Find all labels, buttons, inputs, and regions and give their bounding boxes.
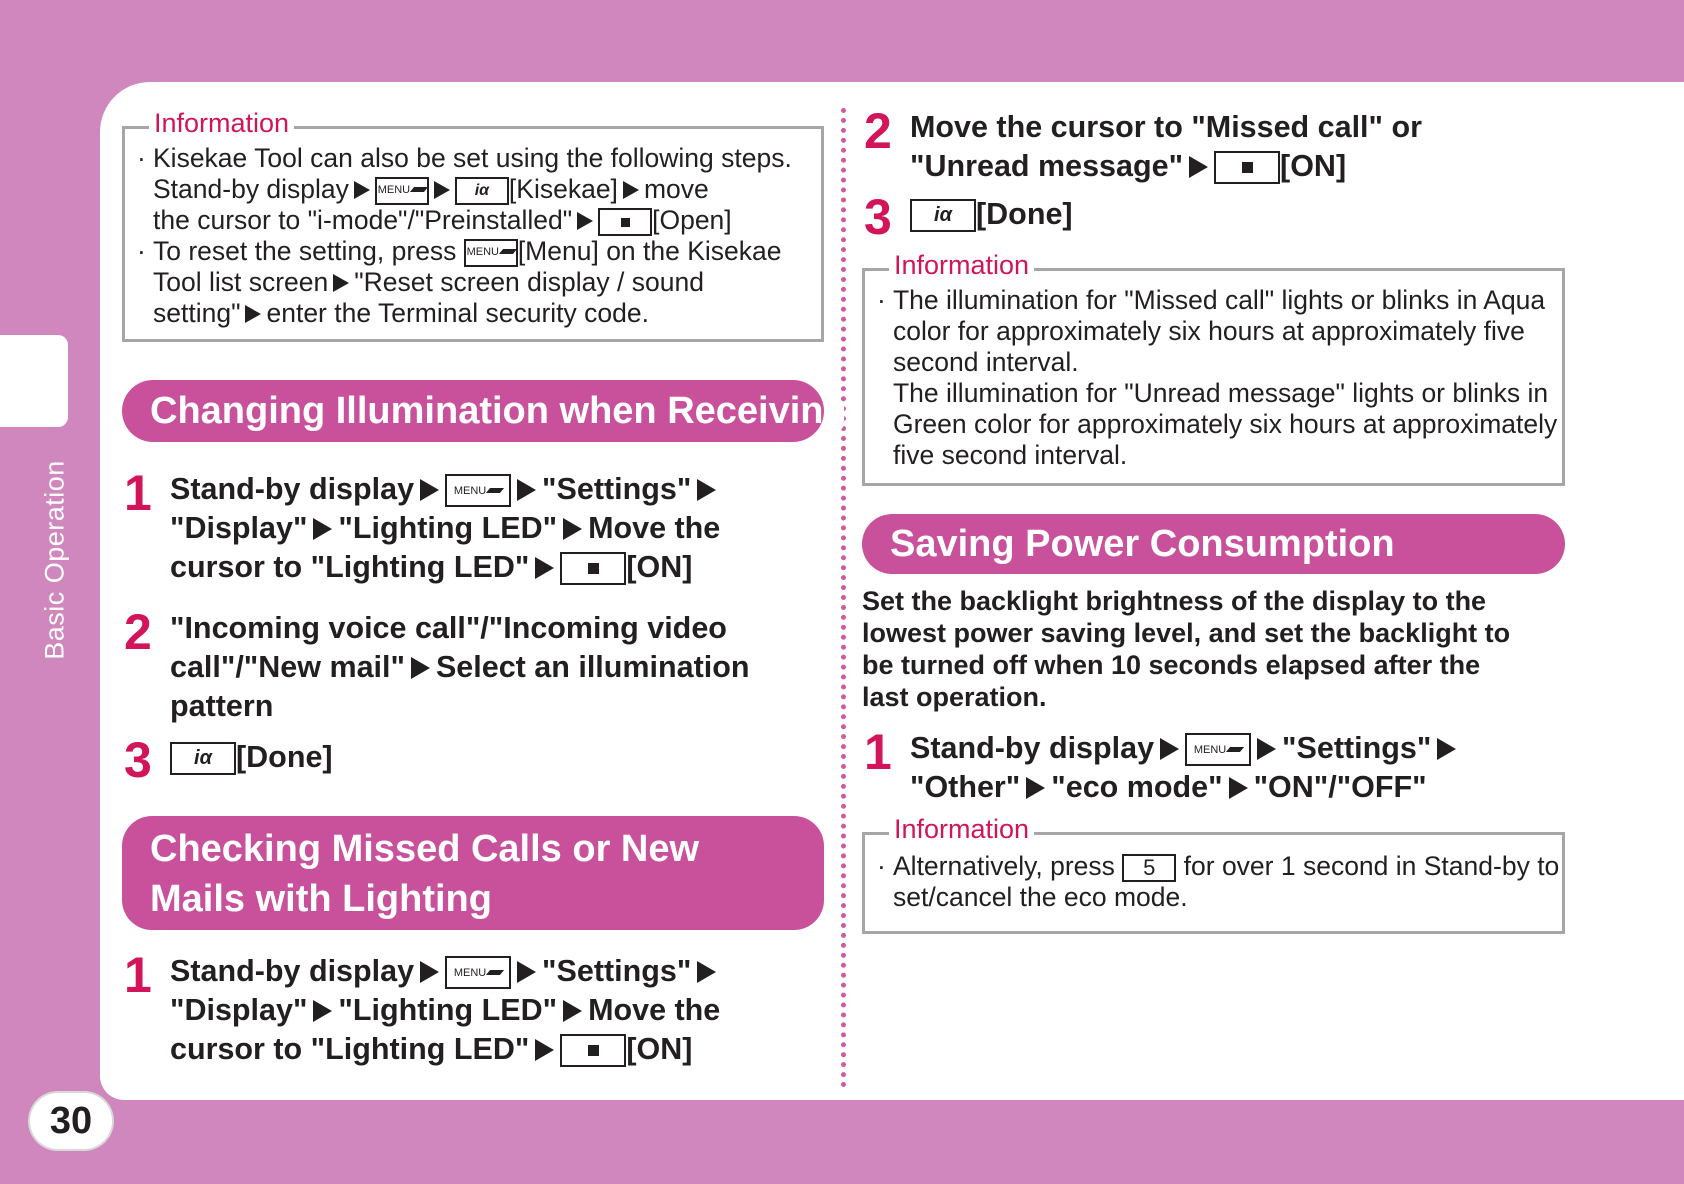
info-line <box>153 236 815 267</box>
right-triangle-arrow-icon <box>313 518 332 540</box>
info-line <box>153 174 815 205</box>
info-text: enter the Terminal security code. <box>266 298 649 328</box>
step-text-part: "Other" <box>910 770 1021 804</box>
step-text <box>910 195 1073 234</box>
right-triangle-arrow-icon <box>1189 156 1208 178</box>
step-text-part: Stand-by display <box>170 472 415 506</box>
step-line: "Incoming voice call"/"Incoming video <box>170 611 727 645</box>
info-line: five second interval. <box>893 440 1128 470</box>
section-intro <box>862 585 1510 713</box>
step-text <box>170 952 722 1069</box>
right-triangle-arrow-icon <box>517 961 536 983</box>
section-title: Changing Illumination when Receiving <box>150 390 847 432</box>
page-number: 30 <box>30 1093 112 1149</box>
info-line: · Kisekae Tool can also be set using the following steps. <box>153 143 792 173</box>
info-item <box>877 285 1556 471</box>
step-text-part: "eco mode" <box>1051 770 1223 804</box>
intro-line: Set the backlight brightness of the display to the <box>862 586 1487 616</box>
step-text-part: "Lighting LED" <box>338 511 558 545</box>
menu-key-icon: MENU <box>1185 733 1251 766</box>
info-line: color for approximately six hours at approximately five <box>893 316 1525 346</box>
step-number: 1 <box>864 724 892 780</box>
step-number: 3 <box>864 189 892 245</box>
step-text <box>910 729 1462 807</box>
step-number: 2 <box>864 103 892 159</box>
step-text-part: "Lighting LED" <box>338 993 558 1027</box>
step-text-part: [Done] <box>976 197 1073 231</box>
step-text <box>910 108 1422 186</box>
step-line <box>170 470 722 509</box>
step-number: 3 <box>124 732 152 788</box>
right-triangle-arrow-icon <box>1437 738 1456 760</box>
section-banner-missed-calls <box>122 816 824 930</box>
info-title: Information <box>889 248 1034 282</box>
info-line <box>153 267 815 298</box>
center-square-key-icon <box>560 1034 626 1067</box>
step-text-part: [ON] <box>626 1032 693 1066</box>
center-square-key-icon <box>1214 151 1280 184</box>
info-box-eco-mode <box>862 814 1565 934</box>
info-box-kisekae <box>122 108 824 342</box>
right-triangle-arrow-icon <box>420 479 439 501</box>
info-item <box>877 851 1560 913</box>
center-square-key-icon <box>598 208 652 236</box>
section-title-line: Mails with Lighting <box>150 878 492 920</box>
right-triangle-arrow-icon <box>623 181 639 199</box>
section-title-line: Checking Missed Calls or New <box>150 828 700 870</box>
right-triangle-arrow-icon <box>577 212 593 230</box>
right-triangle-arrow-icon <box>1160 738 1179 760</box>
step-line <box>170 548 722 587</box>
step-text-part: [Done] <box>236 740 333 774</box>
step-text-part: "Display" <box>170 511 308 545</box>
right-triangle-arrow-icon <box>1229 777 1248 799</box>
info-line: Green color for approximately six hours at approximately <box>893 409 1558 439</box>
step-number: 1 <box>124 465 152 521</box>
step-line <box>910 147 1422 186</box>
column-divider <box>841 108 846 1088</box>
step-line <box>170 1030 722 1069</box>
step-text-part: Move the <box>588 511 721 545</box>
menu-key-icon: MENU <box>375 177 429 205</box>
right-triangle-arrow-icon <box>420 961 439 983</box>
step-text-part: [ON] <box>626 550 693 584</box>
step-text-part: Stand-by display <box>170 954 415 988</box>
right-triangle-arrow-icon <box>697 961 716 983</box>
step-line <box>170 509 722 548</box>
info-body <box>137 143 815 329</box>
step-text-part: "Settings" <box>542 472 692 506</box>
step-line: Move the cursor to "Missed call" or <box>910 110 1422 144</box>
number-5-key-icon: 5 <box>1122 854 1176 882</box>
step-text-part: Select an illumination <box>435 650 750 684</box>
step-text-part: call"/"New mail" <box>170 650 405 684</box>
right-triangle-arrow-icon <box>563 1000 582 1022</box>
right-triangle-arrow-icon <box>563 518 582 540</box>
right-triangle-arrow-icon <box>313 1000 332 1022</box>
info-line: · The illumination for "Missed call" lights or blinks in Aqua <box>893 285 1546 315</box>
step-text <box>170 609 750 726</box>
menu-key-icon: MENU <box>445 956 511 989</box>
step-text-part: Move the <box>588 993 721 1027</box>
info-box-lighting <box>862 250 1565 486</box>
info-line: The illumination for "Unread message" lights or blinks in <box>893 378 1549 408</box>
info-text: [Kisekae] <box>508 174 618 204</box>
step-line <box>170 738 333 777</box>
info-item <box>137 143 815 236</box>
info-text: "Reset screen display / sound <box>354 267 704 297</box>
section-title: Saving Power Consumption <box>890 523 1395 565</box>
step-line <box>910 768 1462 807</box>
step-number: 2 <box>124 604 152 660</box>
info-text: To reset the setting, press <box>153 236 457 266</box>
step-text-part: cursor to "Lighting LED" <box>170 1032 530 1066</box>
info-line <box>893 851 1560 882</box>
right-triangle-arrow-icon <box>517 479 536 501</box>
info-title: Information <box>889 812 1034 846</box>
info-text: setting" <box>153 298 241 328</box>
intro-line: last operation. <box>862 682 1047 712</box>
menu-key-icon: MENU <box>464 239 518 267</box>
section-banner-saving-power <box>862 514 1565 574</box>
step-text-part: "Settings" <box>1282 731 1432 765</box>
section-label: Basic Operation <box>39 460 70 660</box>
info-text: [Open] <box>652 205 732 235</box>
i-alpha-key-icon: iα <box>910 199 976 232</box>
step-number: 1 <box>124 947 152 1003</box>
info-line <box>153 298 815 329</box>
right-triangle-arrow-icon <box>411 657 430 679</box>
i-alpha-key-icon: iα <box>455 177 509 205</box>
info-text: Alternatively, press <box>893 851 1115 881</box>
step-text <box>170 470 722 587</box>
info-text: Stand-by display <box>153 174 349 204</box>
intro-line: be turned off when 10 seconds elapsed after the <box>862 650 1481 680</box>
right-triangle-arrow-icon <box>1257 738 1276 760</box>
section-tab <box>0 335 68 427</box>
info-text: Tool list screen <box>153 267 329 297</box>
step-line <box>910 729 1462 768</box>
right-triangle-arrow-icon <box>245 305 261 323</box>
step-line <box>170 952 722 991</box>
info-title: Information <box>149 106 294 140</box>
info-line <box>153 205 815 236</box>
info-body <box>877 285 1556 471</box>
step-text-part: [ON] <box>1280 149 1347 183</box>
info-text: [Menu] on the Kisekae <box>517 236 782 266</box>
step-line <box>170 648 750 687</box>
step-text <box>170 738 333 777</box>
step-line <box>170 991 722 1030</box>
right-triangle-arrow-icon <box>1026 777 1045 799</box>
step-text-part: "Unread message" <box>910 149 1184 183</box>
menu-key-icon: MENU <box>445 474 511 507</box>
info-line: second interval. <box>893 347 1079 377</box>
step-text-part: "Settings" <box>542 954 692 988</box>
info-line: set/cancel the eco mode. <box>893 882 1188 912</box>
info-item <box>137 236 815 329</box>
step-text-part: "Display" <box>170 993 308 1027</box>
right-triangle-arrow-icon <box>697 479 716 501</box>
step-line <box>910 195 1073 234</box>
info-text: the cursor to "i-mode"/"Preinstalled" <box>153 205 573 235</box>
right-triangle-arrow-icon <box>354 181 370 199</box>
info-body <box>877 851 1560 913</box>
step-text-part: cursor to "Lighting LED" <box>170 550 530 584</box>
right-triangle-arrow-icon <box>535 557 554 579</box>
intro-line: lowest power saving level, and set the backlight to <box>862 618 1511 648</box>
i-alpha-key-icon: iα <box>170 742 236 775</box>
center-square-key-icon <box>560 552 626 585</box>
step-line: pattern <box>170 689 274 723</box>
info-text: move <box>643 174 709 204</box>
right-triangle-arrow-icon <box>535 1039 554 1061</box>
step-text-part: Stand-by display <box>910 731 1155 765</box>
right-triangle-arrow-icon <box>434 181 450 199</box>
section-banner-illumination <box>122 380 847 442</box>
info-text: for over 1 second in Stand-by to <box>1183 851 1560 881</box>
step-text-part: "ON"/"OFF" <box>1253 770 1427 804</box>
right-triangle-arrow-icon <box>333 274 349 292</box>
